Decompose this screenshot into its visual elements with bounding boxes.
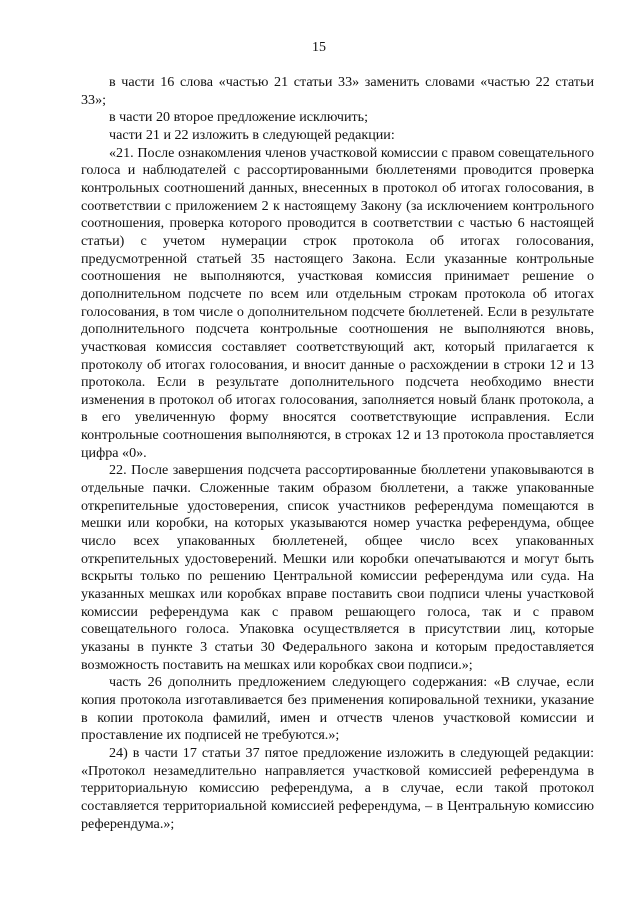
paragraph-part26: часть 26 дополнить предложением следующего содержания: «В случае, если копия протокола изготавливается без применения копировальной техники, указание в копии протокола фамилий, имен и отчеств членов участковой комиссии и проставление их подписей не требуются.»; [81,674,594,744]
paragraph-part16: в части 16 слова «частью 21 статьи 33» заменить словами «частью 22 статьи 33»; [81,74,594,108]
document-body [81,74,594,833]
paragraph-item24: 24) в части 17 статьи 37 пятое предложение изложить в следующей редакции: «Протокол незамедлительно направляется участковой комиссией референдума в территориальную комиссию референдума, а в случае, если такой протокол составляется территориальной комиссией референдума, – в Центральную комиссию референдума.»; [81,744,594,832]
page-number: 15 [312,40,326,55]
paragraph-parts21-22-intro: части 21 и 22 изложить в следующей редакции: [109,126,395,143]
paragraph-item21: «21. После ознакомления членов участковой комиссии с правом совещательного голоса и наблюдателей с рассортированными бюллетенями проводится проверка контрольных соотношений данных, внесенных в протокол об итогах голосования, в соответствии с приложением 2 к настоящему Закону (за исключением контрольного соотношения, проверка которого проводится в соответствии с частью 6 настоящей статьи) с учетом нумерации строк протокола об итогах голосования, предусмотренной статьей 35 настоящего Закона. Если указанные контрольные соотношения не выполняются, участковая комиссия принимает решение о дополнительном подсчете по всем или отдельным строкам протокола об итогах голосования, в том числе о дополнительном подсчете бюллетеней. Если в результате дополнительного подсчета контрольные соотношения не выполняются вновь, участковая комиссия составляет соответствующий акт, который прилагается к протоколу об итогах голосования, и вносит данные о расхождении в строки 12 и 13 протокола. Если в результате дополнительного подсчета необходимо внести изменения в протокол об итогах голосования, заполняется новый бланк протокола, а в его увеличенную форму вносятся соответствующие исправления. Если контрольные соотношения выполняются, в строках 12 и 13 протокола проставляется цифра «0». [81,144,594,461]
paragraph-item22: 22. После завершения подсчета рассортированные бюллетени упаковываются в отдельные пачки. Сложенные таким образом бюллетени, а также упакованные открепительные удостоверения, список участников референдума помещаются в мешки или коробки, на которых указываются номер участка референдума, общее число всех упакованных бюллетеней, общее число всех упакованных открепительных удостоверений. Мешки или коробки опечатываются и могут быть вскрыты только по решению Центральной комиссии референдума или суда. На указанных мешках или коробках вправе поставить свои подписи члены участковой комиссии референдума как с правом решающего голоса, так и с правом совещательного голоса. Упаковка осуществляется в присутствии лиц, которые указаны в пункте 3 статьи 30 Федерального закона и которым предоставляется возможность поставить на мешках или коробках свои подписи.»; [81,462,594,673]
paragraph-part20: в части 20 второе предложение исключить; [109,109,369,126]
